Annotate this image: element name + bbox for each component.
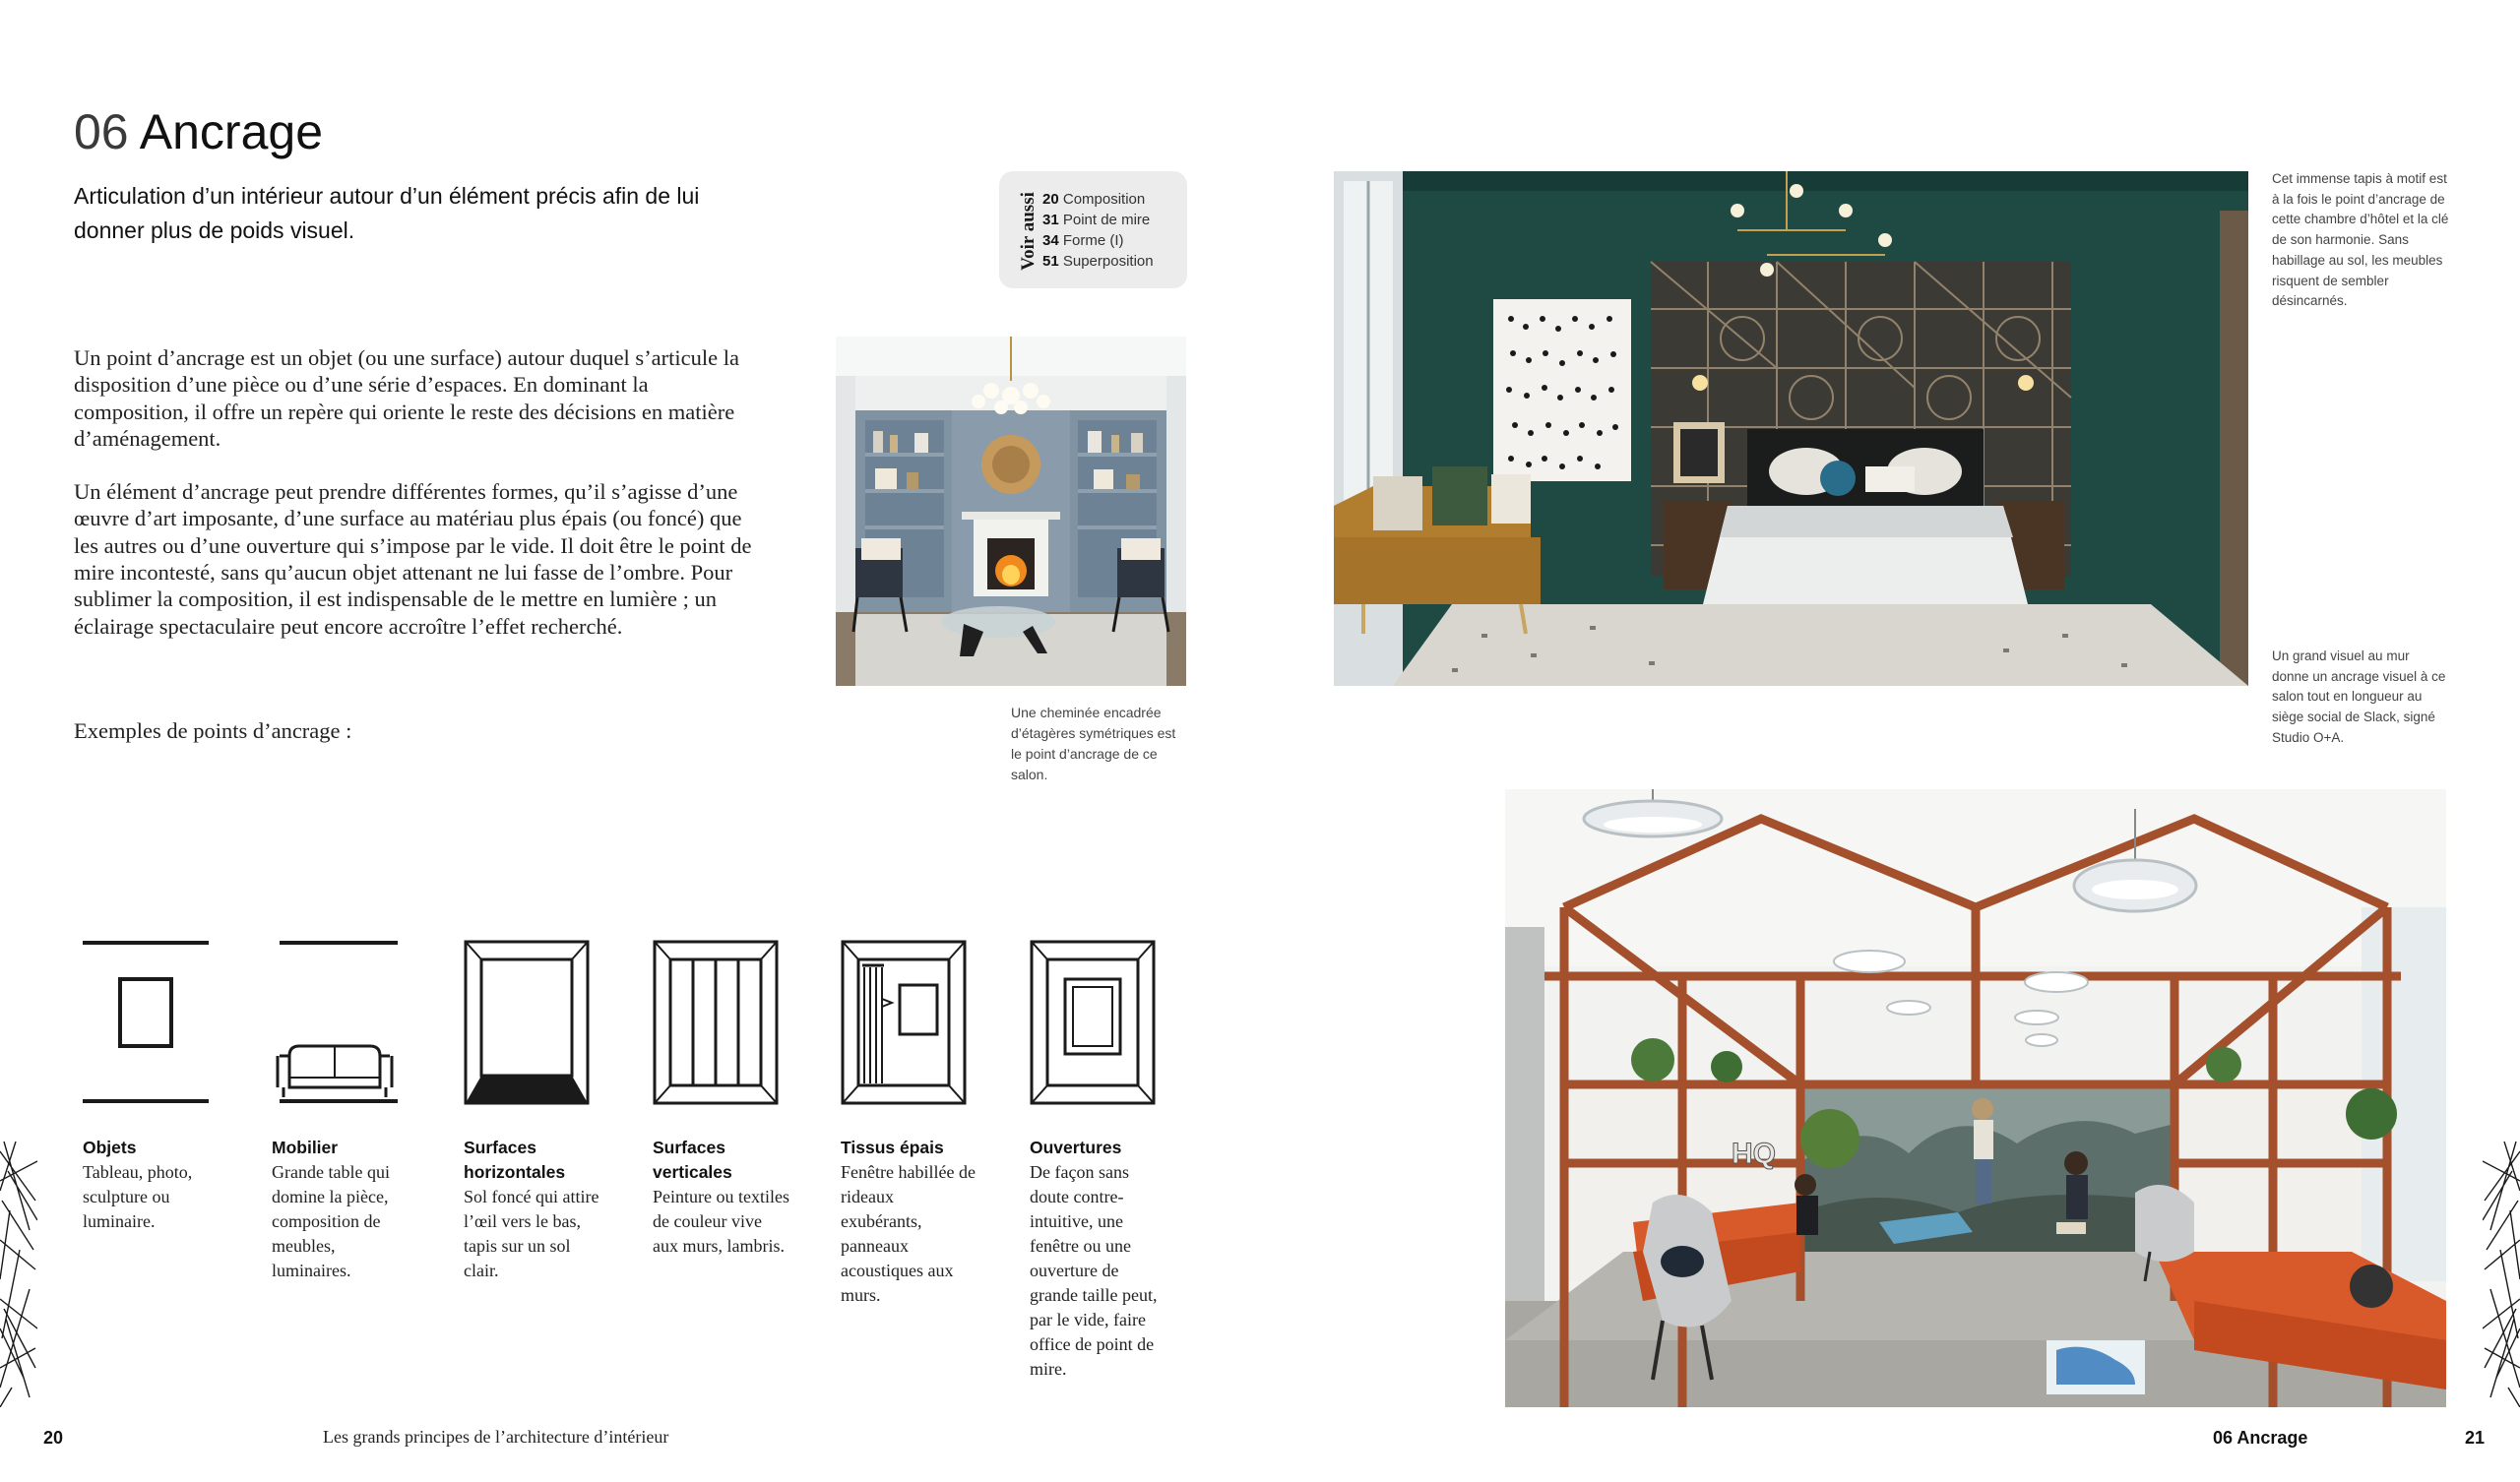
example-desc: Sol foncé qui attire l’œil vers le bas, tapis sur un sol clair. xyxy=(464,1187,599,1280)
window-opening-icon xyxy=(1030,940,1156,1105)
running-footer-chapter: 06 Ancrage xyxy=(2213,1428,2308,1448)
chapter-title xyxy=(74,102,323,161)
example-desc: Fenêtre habillée de rideaux exubérants, panneaux acoustiques aux murs. xyxy=(841,1162,976,1305)
curtain-icon xyxy=(841,940,967,1105)
example-desc: Tableau, photo, sculpture ou luminaire. xyxy=(83,1162,193,1231)
example-title: Surfaces verticales xyxy=(653,1138,732,1182)
page-number-right: 21 xyxy=(2465,1428,2486,1448)
office-photo xyxy=(1505,789,2446,1407)
see-also-list xyxy=(1042,189,1154,272)
example-mobilier xyxy=(272,940,410,1283)
see-also-label: Voir aussi xyxy=(1018,192,1039,271)
chapter-subtitle: Articulation d’un intérieur autour d’un élément précis afin de lui donner plus de poids visuel. xyxy=(74,183,700,243)
example-title: Tissus épais xyxy=(841,1138,944,1157)
paragraph: Un point d’ancrage est un objet (ou une surface) autour duquel s’articule la disposition d’une pièce ou d’une série d’espaces. En dominant la composition, il offre un repère qui oriente le reste des décisions en matière d’aménagement. xyxy=(74,345,739,451)
see-also-item[interactable]: 31 Point de mire xyxy=(1042,212,1151,228)
fireplace-caption: Une cheminée encadrée d’étagères symétriques est le point d’ancrage de ce salon. xyxy=(1011,705,1176,782)
dark-floor-icon xyxy=(464,940,590,1105)
decorative-sketch xyxy=(0,1142,37,1407)
fireplace-photo xyxy=(836,337,1186,686)
panelled-wall-icon xyxy=(653,940,779,1105)
see-also-item[interactable]: 51 Superposition xyxy=(1042,253,1154,270)
example-surfaces-horizontales xyxy=(464,940,601,1283)
example-objets xyxy=(83,940,220,1234)
see-also-box xyxy=(999,171,1187,288)
examples-title: Exemples de points d’ancrage : xyxy=(74,718,352,743)
see-also-item[interactable]: 20 Composition xyxy=(1042,191,1146,208)
example-title: Mobilier xyxy=(272,1138,339,1157)
objects-icon xyxy=(83,940,209,1105)
running-footer-title: Les grands principes de l’architecture d’intérieur xyxy=(323,1427,669,1447)
example-title: Ouvertures xyxy=(1030,1138,1122,1157)
example-surfaces-verticales xyxy=(653,940,790,1259)
bedroom-photo xyxy=(1334,171,2248,686)
bedroom-caption: Cet immense tapis à motif est à la fois le point d’ancrage de cette chambre d’hôtel et la clé de son harmonie. Sans habillage au sol, les meubles risquent de sembler désincarnés. xyxy=(2272,171,2449,309)
chapter-name: Ancrage xyxy=(139,104,323,159)
sofa-icon xyxy=(272,940,398,1105)
hq-sign: HQ xyxy=(1732,1138,1776,1170)
page-number-left: 20 xyxy=(43,1428,64,1448)
example-desc: Peinture ou textiles de couleur vive aux murs, lambris. xyxy=(653,1187,789,1256)
example-ouvertures xyxy=(1030,940,1167,1382)
chapter-number: 06 xyxy=(74,104,129,159)
example-title: Surfaces horizontales xyxy=(464,1138,566,1182)
office-caption: Un grand visuel au mur donne un ancrage visuel à ce salon tout en longueur au siège social de Slack, signé Studio O+A. xyxy=(2272,648,2446,745)
see-also-item[interactable]: 34 Forme (I) xyxy=(1042,232,1124,249)
paragraph: Un élément d’ancrage peut prendre différentes formes, qu’il s’agisse d’une œuvre d’art imposante, d’une surface au matériau plus épais (ou foncé) que les autres ou d’une ouverture qui s’impose par le vide. Il doit être le point de mire incontesté, sans qu’aucun objet attenant ne lui fasse de l’ombre. Pour sublimer la composition, il est indispensable de le mettre en lumière ; un éclairage spectaculaire peut encore accroître l’effet recherché. xyxy=(74,479,752,639)
body-text xyxy=(74,344,763,640)
decorative-sketch xyxy=(2483,1142,2520,1407)
example-tissus-epais xyxy=(841,940,978,1308)
example-title: Objets xyxy=(83,1138,137,1157)
example-desc: De façon sans doute contre-intuitive, une fenêtre ou une ouverture de grande taille peut, par le vide, faire office de point de mire. xyxy=(1030,1162,1158,1379)
example-desc: Grande table qui domine la pièce, composition de meubles, luminaires. xyxy=(272,1162,390,1280)
